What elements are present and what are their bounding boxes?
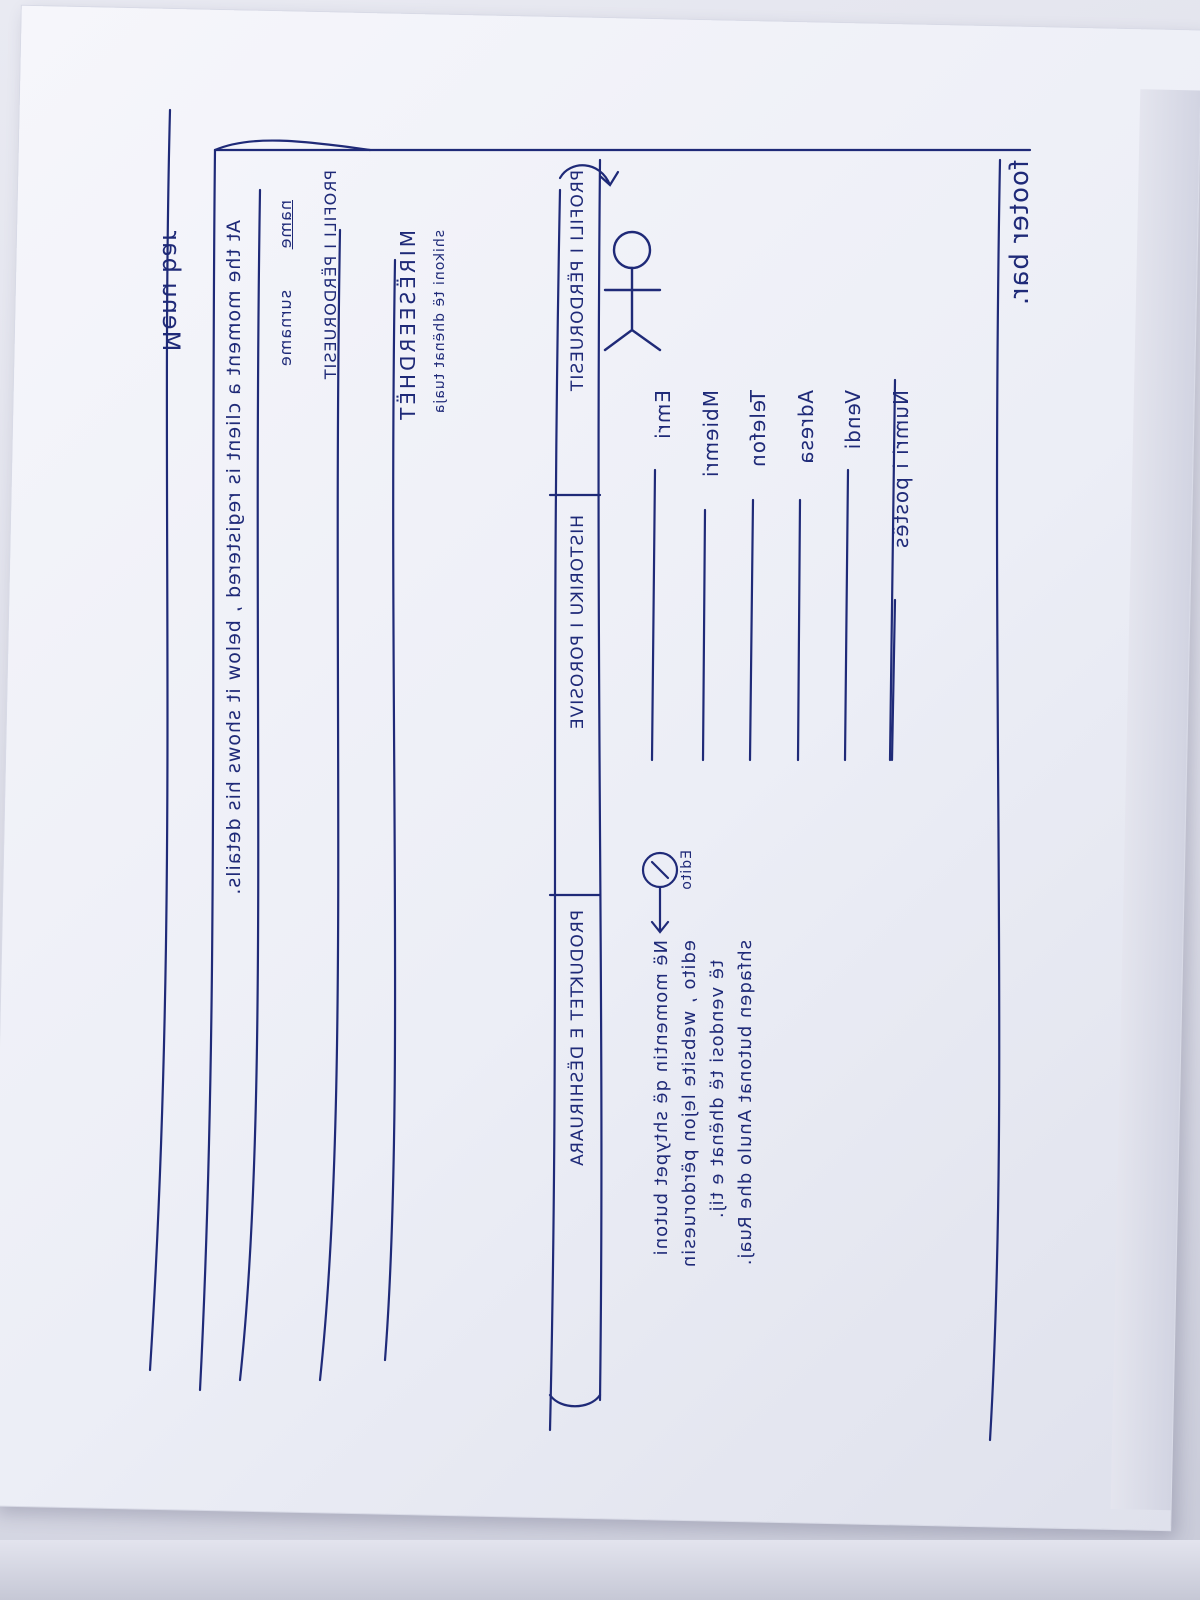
edit-note-line-2: edito , website lejon përdoruesin xyxy=(679,940,700,1269)
field-line-mbiemri xyxy=(703,510,705,760)
menu-bar-label: Menu bar xyxy=(157,230,185,352)
profile-section-title: PROFILI I PËRDORUESIT xyxy=(321,170,340,381)
surname-label: surname xyxy=(276,290,295,368)
footer-divider xyxy=(215,141,370,150)
tab-profile[interactable]: PROFILI I PËRDORUESIT xyxy=(568,170,588,393)
avatar-figure xyxy=(605,232,660,350)
field-line-adresa xyxy=(798,500,800,760)
welcome-subtitle: shikoni të dhënat tuaja xyxy=(432,230,448,415)
footer-bar-label: footer bar. xyxy=(1005,160,1035,307)
field-adresa: Adresa xyxy=(794,390,818,465)
edit-note-line-1: Në momentin që shtypet butoni xyxy=(651,940,672,1257)
edit-arrow xyxy=(652,888,668,932)
menu-bar-underline xyxy=(200,150,215,1390)
field-vendi: Vendi xyxy=(841,390,865,451)
tab-wishlist[interactable]: PRODUKTET E DËSHIRUARA xyxy=(568,910,588,1167)
edit-pencil-stroke xyxy=(652,862,668,878)
field-line-emri xyxy=(652,470,655,760)
registration-note: At the moment a client is registered , below it shows his details. xyxy=(223,220,245,896)
content-bottom-line xyxy=(990,160,1000,1440)
field-emri: Emri xyxy=(651,390,675,440)
profile-divider-2 xyxy=(385,260,395,1360)
tab-bracket-right xyxy=(550,1395,600,1406)
field-numri-postes: Numri i postës xyxy=(889,390,913,550)
field-mbiemri: Mbiemri xyxy=(699,390,723,479)
field-telefon: Telefon xyxy=(746,390,770,468)
tab-order-history[interactable]: HISTORIKU I POROSIVE xyxy=(568,515,588,731)
field-line-vendi xyxy=(845,470,848,760)
edit-note-line-4: shfaqen butonat Anulo dhe Ruaj. xyxy=(735,940,756,1267)
welcome-heading: MIRËSEERDHËT xyxy=(396,230,420,423)
edit-button-label[interactable]: Edito xyxy=(679,850,695,891)
name-label: name xyxy=(276,200,295,250)
edit-note-line-3: të vendosi të dhënat e tij. xyxy=(707,960,728,1220)
field-line-telefon xyxy=(750,500,753,760)
tabs-top-line xyxy=(550,190,560,1430)
profile-divider xyxy=(320,230,340,1380)
tabs-bottom-line xyxy=(599,160,602,1400)
